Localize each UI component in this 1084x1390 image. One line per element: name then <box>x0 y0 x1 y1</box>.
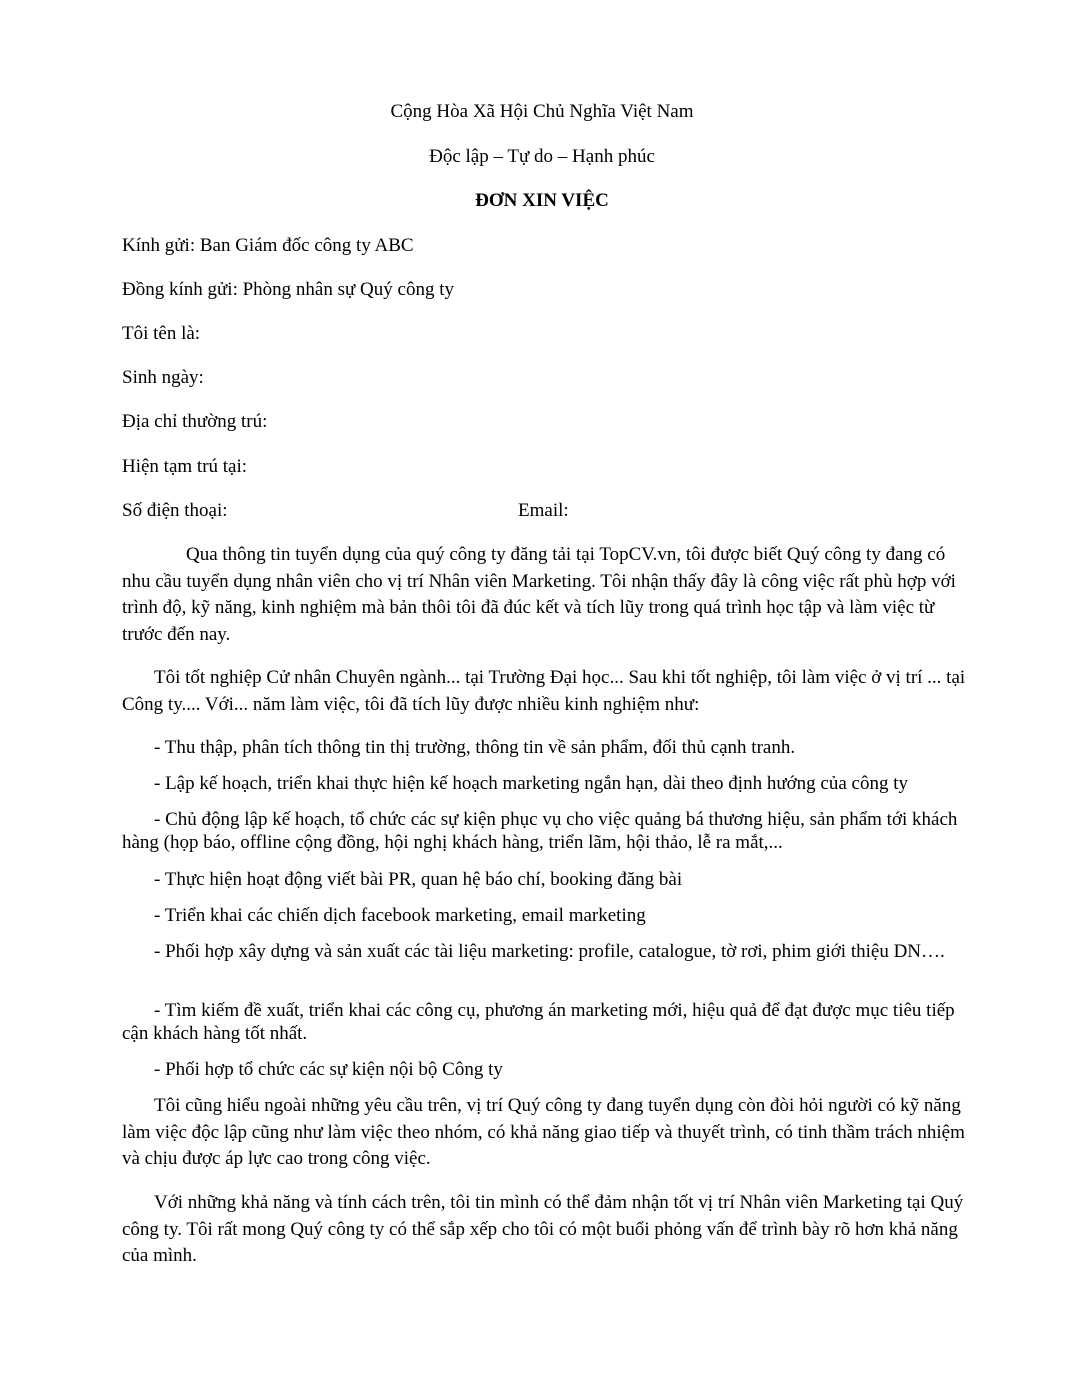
nation-heading: Cộng Hòa Xã Hội Chủ Nghĩa Việt Nam <box>390 101 694 122</box>
experience-item: - Lập kế hoạch, triển khai thực hiện kế hoạch marketing ngắn hạn, dài theo định hướng của công ty <box>154 773 908 794</box>
experience-item: - Tìm kiếm đề xuất, triển khai các công cụ, phương án marketing mới, hiệu quả để đạt được mục tiêu tiếp cận khách hàng tốt nhất. <box>122 1000 955 1044</box>
intro-paragraph: Qua thông tin tuyển dụng của quý công ty đăng tải tại TopCV.vn, tôi được biết Quý công ty đang có nhu cầu tuyển dụng nhân viên cho vị trí Nhân viên Marketing. Tôi nhận thấy đây là công việc rất phù hợp với trình độ, kỹ năng, kinh nghiệm mà bản thôi tôi đã đúc kết và tích lũy trong quá trình học tập và làm việc từ trước đến nay. <box>122 544 956 645</box>
document-title: ĐƠN XIN VIỆC <box>475 190 609 211</box>
temporary-address-label: Hiện tạm trú tại: <box>122 456 248 477</box>
permanent-address-label: Địa chỉ thường trú: <box>122 411 268 432</box>
phone-field-label: Số điện thoại: <box>122 500 228 521</box>
experience-item: - Phối hợp xây dựng và sản xuất các tài liệu marketing: profile, catalogue, tờ rơi, phim giới thiệu DN…. <box>154 941 945 962</box>
experience-item: - Chủ động lập kế hoạch, tổ chức các sự kiện phục vụ cho việc quảng bá thương hiệu, sản phẩm tới khách hàng (họp báo, offline cộng đồng, hội nghị khách hàng, triển lãm, hội thảo, lễ ra mắt,... <box>122 809 958 853</box>
email-field-label: Email: <box>518 500 569 521</box>
experience-item: - Thu thập, phân tích thông tin thị trường, thông tin về sản phẩm, đối thủ cạnh tranh. <box>154 737 796 758</box>
experience-item: - Phối hợp tổ chức các sự kiện nội bộ Công ty <box>154 1059 503 1080</box>
dob-field-label: Sinh ngày: <box>122 367 204 388</box>
motto-heading: Độc lập – Tự do – Hạnh phúc <box>429 146 655 167</box>
contact-row <box>122 498 972 524</box>
education-paragraph: Tôi tốt nghiệp Cử nhân Chuyên ngành... tại Trường Đại học... Sau khi tốt nghiệp, tôi làm việc ở vị trí ... tại Công ty.... Với... năm làm việc, tôi đã tích lũy được nhiều kinh nghiệm như: <box>122 667 966 715</box>
recipient-line: Kính gửi: Ban Giám đốc công ty ABC <box>122 235 414 256</box>
closing-paragraph: Với những khả năng và tính cách trên, tôi tin mình có thể đảm nhận tốt vị trí Nhân viên Marketing tại Quý công ty. Tôi rất mong Quý công ty có thể sắp xếp cho tôi có một buổi phỏng vấn để trình bày rõ hơn khả năng của mình. <box>122 1192 964 1266</box>
experience-item: - Thực hiện hoạt động viết bài PR, quan hệ báo chí, booking đăng bài <box>154 869 683 890</box>
experience-item: - Triển khai các chiến dịch facebook marketing, email marketing <box>154 905 646 926</box>
cc-recipient-line: Đồng kính gửi: Phòng nhân sự Quý công ty <box>122 279 454 300</box>
name-field-label: Tôi tên là: <box>122 323 201 344</box>
skills-paragraph: Tôi cũng hiểu ngoài những yêu cầu trên, vị trí Quý công ty đang tuyển dụng còn đòi hỏi người có kỹ năng làm việc độc lập cũng như làm việc theo nhóm, có khả năng giao tiếp và thuyết trình, có tinh thầm trách nhiệm và chịu được áp lực cao trong công việc. <box>122 1095 965 1169</box>
